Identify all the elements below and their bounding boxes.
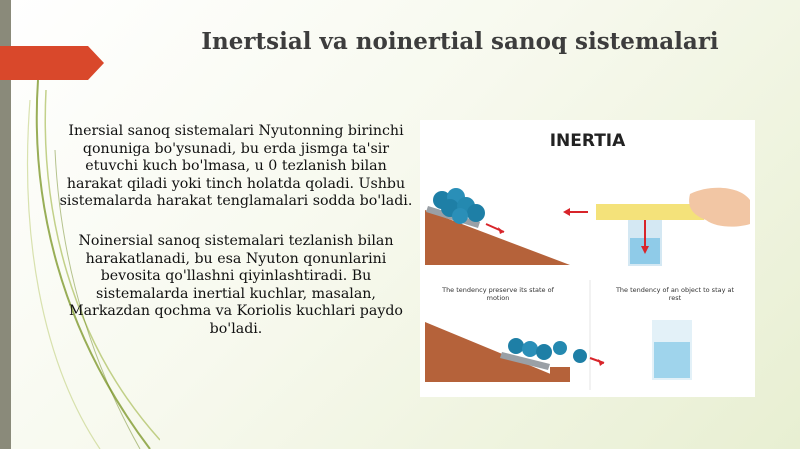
figure-title: INERTIA (549, 131, 626, 151)
paragraph-inertial: Inersial sanoq sistemalari Nyutonning birinchi qonuniga bo'ysunadi, bu erda jismga ta'sir etuvchi kuch bo'lmasa, u 0 tezlanish bilan harakat qiladi yoki tinch holatda qoladi. Ushbu sistemalarda harakat tenglamalari sodda bo'ladi. (59, 123, 413, 209)
hand-icon (689, 188, 750, 227)
caption-motion: The tendency preserve its state of motion (442, 286, 554, 302)
paragraph-noninertial: Noinersial sanoq sistemalari tezlanish bilan harakatlanadi, bu esa Nyuton qonunlarini bevosita qo'llashni qiyinlashtiradi. Bu sistemalarda inertial kuchlar, masalan, Markazdan qochma va Koriolis kuchlari paydo bo'ladi. (69, 233, 403, 337)
inertia-illustration (420, 120, 755, 397)
slide-title: Inertsial va noinertial sanoq sistemalari (201, 28, 719, 55)
title-arrow-tab (0, 46, 104, 80)
caption-rest: The tendency of an object to stay at rest (615, 286, 735, 302)
